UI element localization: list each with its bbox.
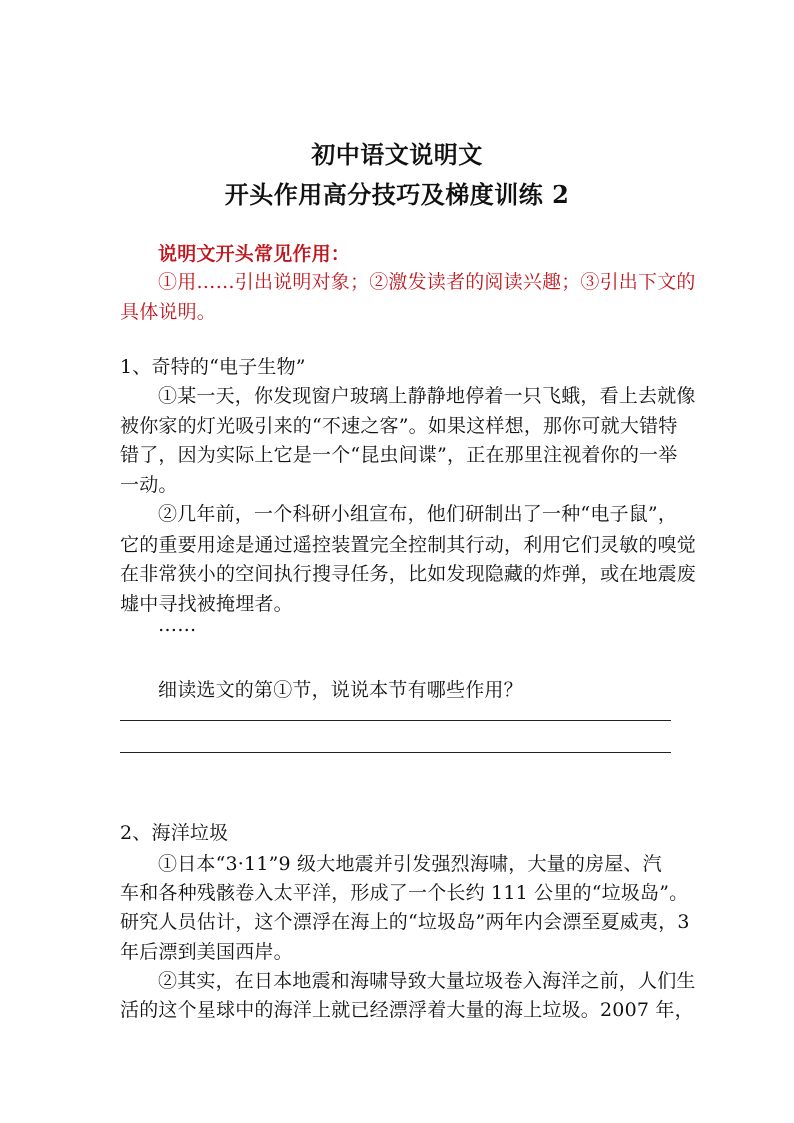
section-1-line: ①某一天，你发现窗户玻璃上静静地停着一只飞蛾，看上去就像 (158, 385, 696, 407)
section-2-heading: 2、海洋垃圾 (120, 822, 229, 844)
section-1-line: 墟中寻找被掩埋者。 (120, 593, 293, 615)
intro-text-line-1: ①用……引出说明对象；②激发读者的阅读兴趣；③引出下文的 (158, 271, 696, 293)
answer-line-2[interactable] (120, 752, 671, 753)
intro-heading: 说明文开头常见作用： (158, 243, 351, 265)
section-2-line: ②其实，在日本地震和海啸导致大量垃圾卷入海洋之前，人们生 (158, 970, 696, 992)
section-1-heading: 1、奇特的“电子生物” (120, 356, 306, 378)
section-1-line: 在非常狭小的空间执行搜寻任务，比如发现隐藏的炸弹，或在地震废 (120, 563, 697, 585)
section-1-question: 细读选文的第①节，说说本节有哪些作用？ (158, 679, 523, 701)
section-2-line: 年后漂到美国西岸。 (120, 941, 293, 963)
section-1-line: 错了，因为实际上它是一个“昆虫间谍”，正在那里注视着你的一举 (120, 444, 678, 466)
document-subtitle: 开头作用高分技巧及梯度训练 2 (224, 180, 570, 209)
document-title: 初中语文说明文 (311, 140, 483, 169)
section-2-line: ①日本“3·11”9 级大地震并引发强烈海啸，大量的房屋、汽 (158, 853, 662, 875)
answer-line-1[interactable] (120, 720, 671, 721)
section-1-ellipsis: …… (158, 614, 197, 636)
section-1-line: 它的重要用途是通过遥控装置完全控制其行动，利用它们灵敏的嗅觉 (120, 534, 697, 556)
section-1-line: 一动。 (120, 474, 178, 496)
section-1-line: ②几年前，一个科研小组宣布，他们研制出了一种“电子鼠”， (158, 503, 678, 525)
section-2-line: 研究人员估计，这个漂浮在海上的“垃圾岛”两年内会漂至夏威夷，3 (120, 911, 690, 933)
section-1-line: 被你家的灯光吸引来的“不速之客”。如果这样想，那你可就大错特 (120, 415, 678, 437)
section-2-line: 活的这个星球中的海洋上就已经漂浮着大量的海上垃圾。2007 年， (120, 999, 694, 1021)
intro-text-line-2: 具体说明。 (120, 301, 217, 323)
section-2-line: 车和各种残骸卷入太平洋，形成了一个长约 111 公里的“垃圾岛”。 (120, 882, 689, 904)
